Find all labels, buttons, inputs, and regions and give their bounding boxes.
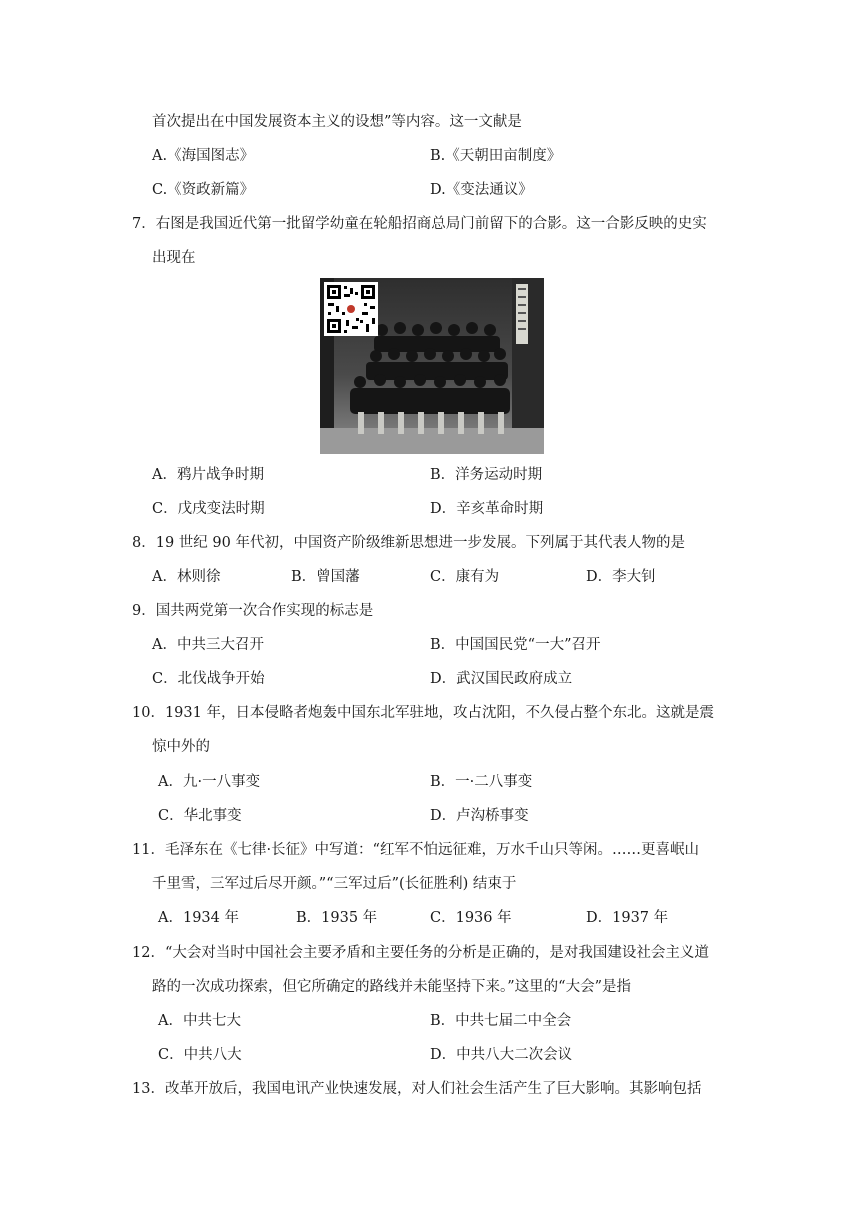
- q9-option-a: A．中共三大召开: [152, 637, 264, 653]
- q7-option-c: C．戊戌变法时期: [152, 501, 265, 517]
- q7-option-a: A．鸦片战争时期: [152, 467, 264, 483]
- q10-option-c: C．华北事变: [158, 808, 242, 824]
- group-photo: [320, 278, 544, 454]
- q11-option-c: C．1936 年: [430, 910, 512, 926]
- q10-option-d: D．卢沟桥事变: [430, 808, 529, 824]
- q12-option-c: C．中共八大: [158, 1047, 242, 1063]
- q8-option-d: D．李大钊: [586, 569, 656, 585]
- q11-stem: 11．毛泽东在《七律·长征》中写道：“红军不怕远征难，万水千山只等闲。……更喜岷山: [132, 842, 699, 858]
- q9-option-d: D．武汉国民政府成立: [430, 671, 573, 687]
- q8-stem: 8．19 世纪 90 年代初，中国资产阶级维新思想进一步发展。下列属于其代表人物的是: [132, 535, 685, 551]
- q11-option-b: B．1935 年: [296, 910, 378, 926]
- q8-option-b: B．曾国藩: [291, 569, 360, 585]
- q10-option-a: A．九·一八事变: [158, 774, 261, 790]
- q7-option-d: D．辛亥革命时期: [430, 501, 544, 517]
- q7-stem: 7．右图是我国近代第一批留学幼童在轮船招商总局门前留下的合影。这一合影反映的史实: [132, 216, 707, 232]
- q6-stem: 首次提出在中国发展资本主义的设想”等内容。这一文献是: [152, 114, 522, 130]
- q6-option-a: A.《海国图志》: [152, 148, 255, 164]
- q9-option-c: C．北伐战争开始: [152, 671, 265, 687]
- q7-option-b: B．洋务运动时期: [430, 467, 543, 483]
- q9-stem: 9．国共两党第一次合作实现的标志是: [132, 603, 374, 619]
- q13-stem: 13．改革开放后，我国电讯产业快速发展，对人们社会生活产生了巨大影响。其影响包括: [132, 1081, 702, 1097]
- q11-stem-cont: 千里雪，三军过后尽开颜。”“三军过后”(长征胜利) 结束于: [152, 876, 517, 892]
- qr-code-icon: [324, 282, 378, 336]
- group-photo-image: [320, 278, 544, 454]
- q6-option-d: D.《变法通议》: [430, 182, 533, 198]
- q11-option-d: D．1937 年: [586, 910, 669, 926]
- q10-stem: 10．1931 年，日本侵略者炮轰中国东北军驻地，攻占沈阳，不久侵占整个东北。这就是震: [132, 705, 714, 721]
- q6-option-b: B.《天朝田亩制度》: [430, 148, 562, 164]
- q12-option-b: B．中共七届二中全会: [430, 1013, 572, 1029]
- q10-option-b: B．一·二八事变: [430, 774, 533, 790]
- q10-stem-cont: 惊中外的: [152, 739, 210, 755]
- q8-option-a: A．林则徐: [152, 569, 221, 585]
- q11-option-a: A．1934 年: [158, 910, 239, 926]
- q12-stem: 12．“大会对当时中国社会主要矛盾和主要任务的分析是正确的，是对我国建设社会主义道: [132, 945, 709, 961]
- q7-stem-cont: 出现在: [152, 250, 196, 266]
- q12-stem-cont: 路的一次成功探索，但它所确定的路线并未能坚持下来。”这里的“大会”是指: [152, 979, 631, 995]
- q6-option-c: C.《资政新篇》: [152, 182, 255, 198]
- q8-option-c: C．康有为: [430, 569, 500, 585]
- q12-option-d: D．中共八大二次会议: [430, 1047, 573, 1063]
- q9-option-b: B．中国国民党“一大”召开: [430, 637, 601, 653]
- q12-option-a: A．中共七大: [158, 1013, 241, 1029]
